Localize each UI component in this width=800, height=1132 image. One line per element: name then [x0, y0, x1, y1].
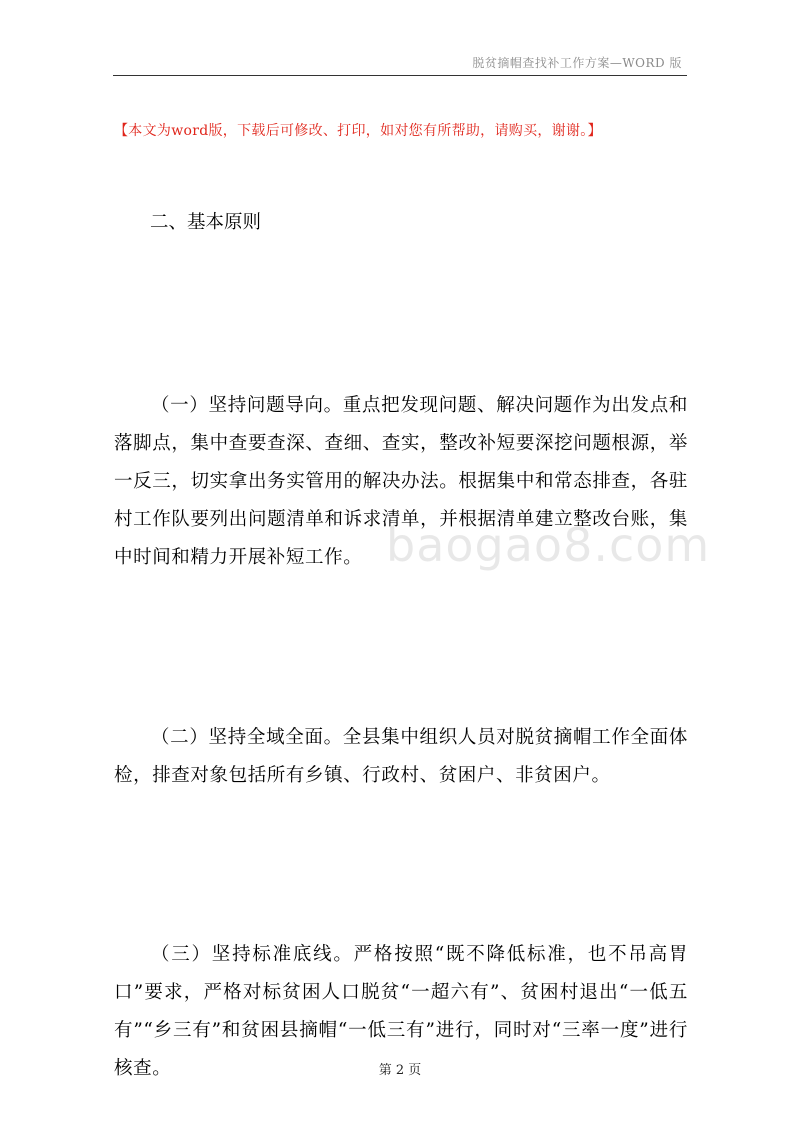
paragraph-principle-1: （一）坚持问题导向。重点把发现问题、解决问题作为出发点和落脚点，集中查要查深、查细、查实，整改补短要深挖问题根源，举一反三，切实拿出务实管用的解决办法。根据集中和常态排查，各驻村工作队要列出问题清单和诉求清单，并根据清单建立整改台账，集中时间和精力开展补短工作。 — [114, 394, 688, 568]
section-heading: 二、基本原则 — [150, 212, 262, 233]
watermark: baogao8.com — [386, 518, 711, 572]
header-divider — [113, 75, 687, 76]
document-header-title: 脱贫摘帽查找补工作方案—WORD 版 — [472, 56, 682, 70]
download-notice: 【本文为word版，下载后可修改、打印，如对您有所帮助，请购买，谢谢。】 — [114, 123, 602, 139]
paragraph-principle-3: （三）坚持标准底线。严格按照“既不降低标准，也不吊高胃口”要求，严格对标贫困人口脱贫“一超六有”、贫困村退出“一低五有”“乡三有”和贫困县摘帽“一低三有”进行，同时对“三率一度”进行核查。 — [114, 943, 688, 1079]
paragraph-principle-2: （二）坚持全域全面。全县集中组织人员对脱贫摘帽工作全面体检，排查对象包括所有乡镇、行政村、贫困户、非贫困户。 — [114, 726, 688, 786]
page-number: 第 2 页 — [378, 1063, 422, 1078]
